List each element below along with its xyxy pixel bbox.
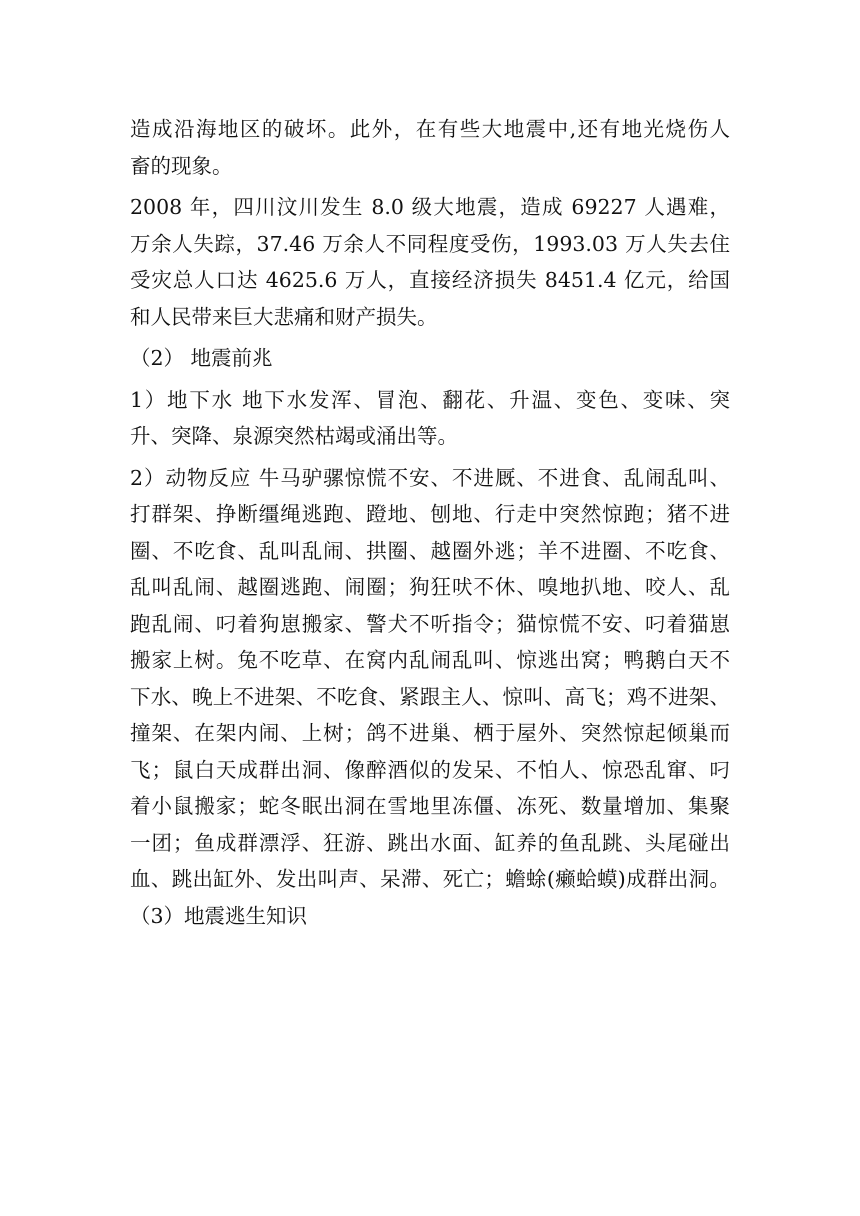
- text-line: 畜的现象。: [130, 153, 233, 178]
- text-line: 1）地下水 地下水发浑、冒泡、翻花、升温、变色、变味、突: [130, 387, 730, 412]
- text-line: 下水、晚上不进架、不吃食、紧跟主人、惊叫、高飞；鸡不进架、: [130, 684, 730, 709]
- section-heading-escape-knowledge: [130, 898, 730, 935]
- text-line: 搬家上树。兔不吃草、在窝内乱闹乱叫、惊逃出窝；鸭鹅白天不: [130, 648, 730, 672]
- text-line: 升、突降、泉源突然枯竭或涌出等。: [130, 424, 458, 448]
- section-heading-precursors: [130, 340, 730, 377]
- text-line: 着小鼠搬家；蛇冬眠出洞在雪地里冻僵、冻死、数量增加、集聚: [130, 794, 730, 818]
- text-line: 2008 年，四川汶川发生 8.0 级大地震，造成 69227 人遇难，: [130, 195, 730, 219]
- heading-text: （3）地震逃生知识: [130, 903, 308, 928]
- paragraph-groundwater: [130, 382, 730, 455]
- text-line: 飞；鼠白天成群出洞、像醉酒似的发呆、不怕人、惊恐乱窜、叼: [130, 757, 730, 782]
- paragraph-ground-light: [130, 111, 730, 184]
- text-line: 乱叫乱闹、越圈逃跑、闹圈；狗狂吠不休、嗅地扒地、咬人、乱: [130, 575, 730, 599]
- text-line: 造成沿海地区的破坏。此外，在有些大地震中,还有地光烧伤人: [130, 117, 730, 141]
- text-line: 万余人失踪，37.46 万余人不同程度受伤，1993.03 万人失去住: [130, 231, 730, 256]
- heading-text: （2） 地震前兆: [130, 346, 273, 370]
- text-line: 和人民带来巨大悲痛和财产损失。: [130, 304, 438, 329]
- text-line: 血、跳出缸外、发出叫声、呆滞、死亡；蟾蜍(癞蛤蟆)成群出洞。: [130, 867, 730, 891]
- text-line: 一团；鱼成群漂浮、狂游、跳出水面、缸养的鱼乱跳、头尾碰出: [130, 830, 730, 855]
- text-line: 受灾总人口达 4625.6 万人，直接经济损失 8451.4 亿元，给国: [130, 268, 730, 292]
- text-line: 圈、不吃食、乱叫乱闹、拱圈、越圈外逃；羊不进圈、不吃食、: [130, 538, 730, 563]
- document-body: [130, 111, 730, 934]
- text-line: 2）动物反应 牛马驴骡惊慌不安、不进厩、不进食、乱闹乱叫、: [130, 465, 730, 490]
- text-line: 撞架、在架内闹、上树；鸽不进巢、栖于屋外、突然惊起倾巢而: [130, 721, 730, 745]
- paragraph-animal-reactions: [130, 460, 730, 898]
- text-line: 跑乱闹、叼着狗崽搬家、警犬不听指令；猫惊慌不安、叼着猫崽: [130, 611, 730, 636]
- paragraph-wenchuan-earthquake: [130, 189, 730, 335]
- text-line: 打群架、挣断缰绳逃跑、蹬地、刨地、行走中突然惊跑；猪不进: [130, 502, 730, 526]
